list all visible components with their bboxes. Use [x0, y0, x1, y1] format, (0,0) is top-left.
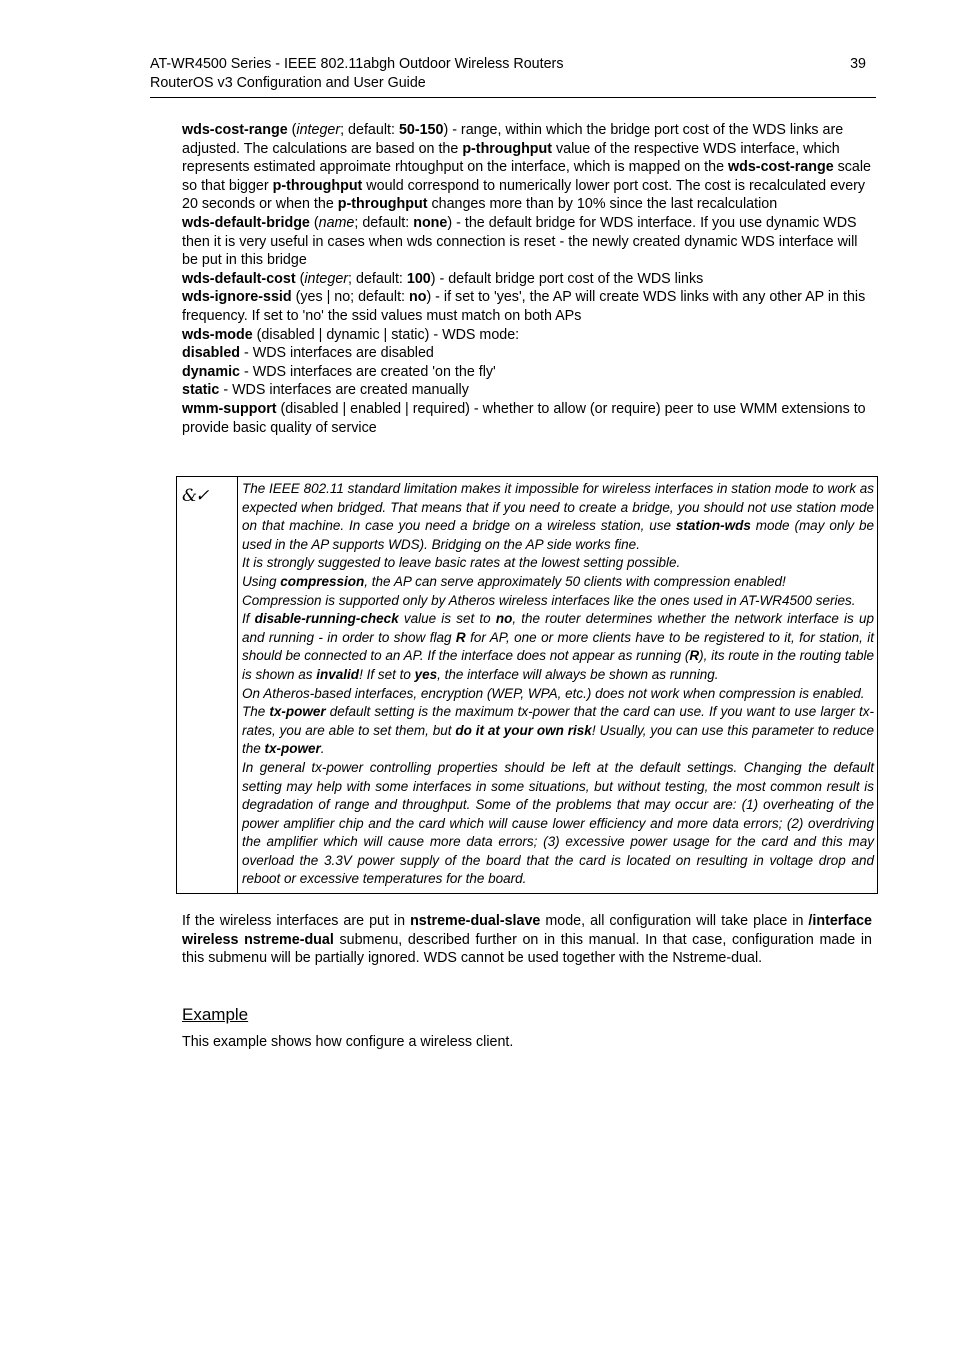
definition-wds-cost-range: wds-cost-range (integer; default: 50-150) - range, within which the bridge port cost of the WDS links are adjusted. The calculations are based on the p-throughput value of the respective WDS interface, which represents estimated approimate rhtoughput on the interface, which is mapped on the wds-cost-range scale so that bigger p-throughput would correspond to numerically lower port cost. The cost is recalculated every 20 seconds or when the p-throughput changes more than by 10% since the last recalculation	[182, 122, 872, 213]
definition-wds-mode-dynamic: dynamic - WDS interfaces are created 'on the fly'	[182, 363, 496, 380]
note-paragraph-atheros-compression: Compression is supported only by Atheros wireless interfaces like the ones used in AT-WR4500 series.	[242, 592, 856, 608]
note-paragraph-running-check: If disable-running-check value is set to no, the router determines whether the network interface is up and running - in order to show flag R for AP, one or more clients have to be registered to it, for station, it should be connected to an AP. If the interface does not appear as running (R), its route in the routing table is shown as invalid! If set to yes, the interface will always be shown as running.	[242, 611, 874, 682]
header-rule	[150, 97, 876, 98]
definition-wds-mode: wds-mode (disabled | dynamic | static) - WDS mode:	[182, 326, 520, 343]
header-subtitle: RouterOS v3 Configuration and User Guide	[150, 75, 426, 91]
definition-wds-default-bridge: wds-default-bridge (name; default: none) - the default bridge for WDS interface. If you use dynamic WDS then it is very useful in cases when wds connection is reset - the newly created dynamic WDS interface will be put in this bridge	[182, 214, 858, 269]
pen-note-icon: &✓	[182, 486, 208, 506]
note-paragraph-bridging: The IEEE 802.11 standard limitation makes it impossible for wireless interfaces in station mode to work as expected when bridged. That means that if you need to create a bridge, you should not use station mode on that machine. In case you need a bridge on a wireless station, use station-wds mode (may only be used in the AP supports WDS). Bridging on the AP side works fine.	[242, 481, 874, 552]
property-definitions	[182, 121, 872, 437]
note-paragraph-basic-rates: It is strongly suggested to leave basic rates at the lowest setting possible.	[242, 555, 681, 571]
definition-wds-mode-disabled: disabled - WDS interfaces are disabled	[182, 345, 434, 362]
definition-wds-mode-static: static - WDS interfaces are created manually	[182, 382, 469, 399]
definition-wmm-support: wmm-support (disabled | enabled | required) - whether to allow (or require) peer to use WMM extensions to provide basic quality of service	[182, 400, 866, 436]
page-number: 39	[850, 56, 866, 72]
page-header	[150, 55, 876, 93]
note-icon-cell	[177, 477, 238, 893]
note-text	[242, 480, 874, 889]
header-title: AT-WR4500 Series - IEEE 802.11abgh Outdoor Wireless Routers	[150, 56, 564, 72]
definition-wds-ignore-ssid: wds-ignore-ssid (yes | no; default: no) - if set to 'yes', the AP will create WDS links with any other AP in this frequency. If set to 'no' the ssid values must match on both APs	[182, 289, 866, 324]
definition-wds-default-cost: wds-default-cost (integer; default: 100) - default bridge port cost of the WDS links	[182, 270, 704, 287]
note-box	[176, 476, 878, 894]
nstreme-dual-paragraph: If the wireless interfaces are put in nstreme-dual-slave mode, all configuration will take place in /interface wireless nstreme-dual submenu, described further on in this manual. In that case, configuration made in this submenu will be partially ignored. WDS cannot be used together with the Nstreme-dual.	[182, 913, 872, 967]
note-paragraph-tx-power: The tx-power default setting is the maximum tx-power that the card can use. If you want to use larger tx-rates, you are able to set them, but do it at your own risk! Usually, you can use this parameter to reduce the tx-power.	[242, 704, 875, 757]
example-text: This example shows how configure a wireless client.	[182, 1034, 514, 1050]
example-heading: Example	[182, 1005, 249, 1024]
note-paragraph-compression: Using compression, the AP can serve approximately 50 clients with compression enabled!	[242, 573, 786, 589]
note-paragraph-tx-power-warning: In general tx-power controlling properties should be left at the default settings. Changing the default setting may help with some interfaces in some situations, but without testing, the most common result is degradation of range and throughput. Some of the problems that may occur are: (1) overheating of the power amplifier chip and the card which will cause lower efficiency and more data errors; (2) overdriving the amplifier which will cause more data errors; (3) excessive power usage for the card and this may overload the 3.3V power supply of the board that the card is located on resulting in voltage drop and reboot or excessive temperatures for the board.	[242, 759, 874, 887]
note-paragraph-encryption: On Atheros-based interfaces, encryption (WEP, WPA, etc.) does not work when compression is enabled.	[242, 685, 865, 701]
